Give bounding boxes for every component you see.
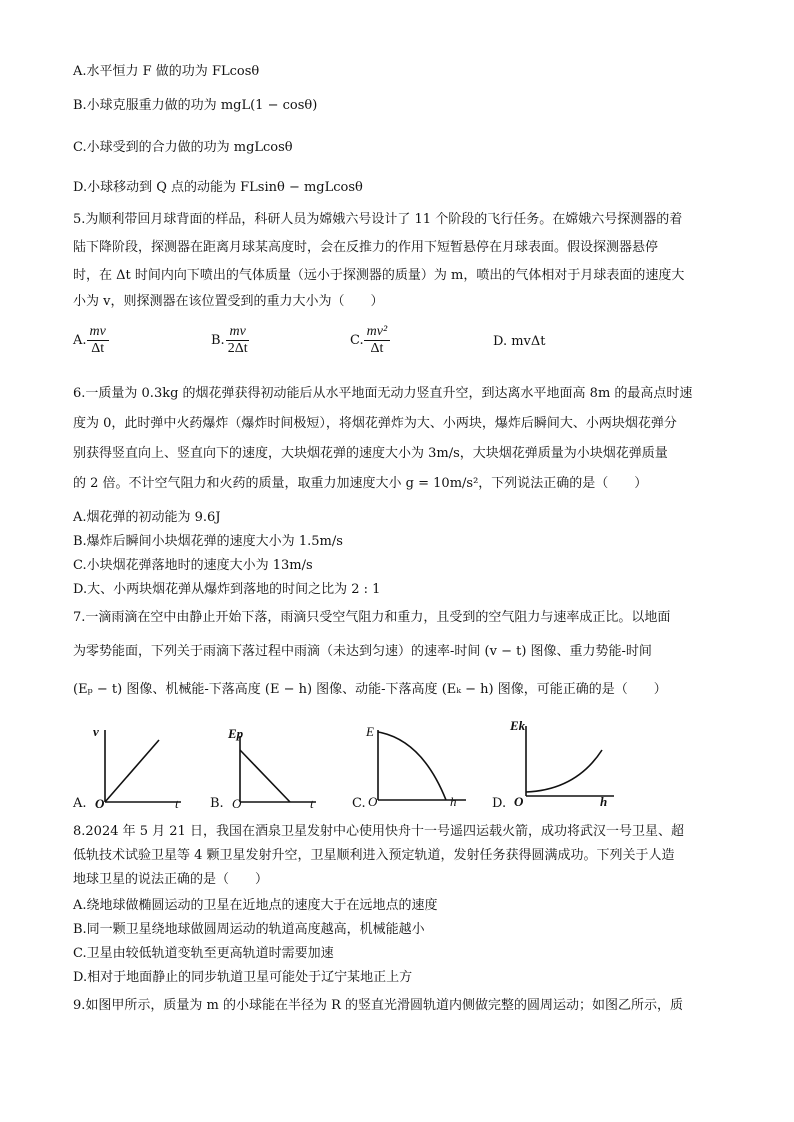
q8-option-a: A.绕地球做椭圆运动的卫星在近地点的速度大于在远地点的速度 xyxy=(73,898,438,913)
q5-option-a: A. $\frac{mv}{\Delta t}$ xyxy=(73,324,109,357)
q8-option-b: B.同一颗卫星绕地球做圆周运动的轨道高度越高，机械能越小 xyxy=(73,922,425,937)
q7-graph-c-curve xyxy=(378,732,446,800)
q5-option-b: B. $\frac{mv}{2\Delta t}$ xyxy=(211,324,248,356)
q5-text-line1: 5.为顺利带回月球背面的样品，科研人员为嫦娥六号设计了 11 个阶段的飞行任务。在嫦娥六号探测器的着 xyxy=(73,212,683,227)
q7-graph-d-ylabel: Ek xyxy=(510,718,526,733)
q6-text-line2: 度为 0，此时弹中火药爆炸（爆炸时间极短），将烟花弹炸为大、小两块，爆炸后瞬间大、小两块烟花弹分 xyxy=(73,416,677,431)
q7-graph-d-xlabel: h xyxy=(600,794,608,809)
q7-graph-a-ylabel: v xyxy=(93,724,99,739)
q4-option-a: A.水平恒力 F 做的功为 FLcosθ xyxy=(73,64,260,79)
q7-graph-d-letter: D. xyxy=(492,796,507,811)
q7-graph-a-xlabel: t xyxy=(175,796,179,811)
q8-text-line3: 地球卫星的说法正确的是（ ） xyxy=(73,872,269,887)
q7-graph-c-letter: C. xyxy=(352,796,366,811)
q7-graph-c-ylabel: E xyxy=(366,724,374,739)
q7-graph-b-letter: B. xyxy=(210,796,224,811)
q8-option-d: D.相对于地面静止的同步轨道卫星可能处于辽宁某地正上方 xyxy=(73,970,413,985)
q7-graph-b-ylabel: Ep xyxy=(228,726,244,741)
q7-graph-b xyxy=(210,722,330,814)
q8-option-c: C.卫星由较低轨道变轨至更高轨道时需要加速 xyxy=(73,946,334,961)
q8-text-line1: 8.2024 年 5 月 21 日，我国在酒泉卫星发射中心使用快舟十一号遥四运载火箭，成功将武汉一号卫星、超 xyxy=(73,824,684,839)
q5-option-c: C. $\frac{\text{mv²}}{\Delta t}$ xyxy=(350,324,390,357)
q4-option-b: B.小球克服重力做的功为 mgL(1 − cosθ) xyxy=(73,98,318,113)
q7-graph-d-curve xyxy=(526,750,602,792)
q7-graph-d-origin: O xyxy=(514,794,524,809)
q7-graph-c xyxy=(352,722,476,814)
q7-graph-c-xlabel: h xyxy=(450,794,457,809)
q4-option-d: D.小球移动到 Q 点的动能为 FLsinθ − mgLcosθ xyxy=(73,180,363,195)
q5-text-line2: 陆下降阶段，探测器在距离月球某高度时，会在反推力的作用下短暂悬停在月球表面。假设探测器悬停 xyxy=(73,240,659,255)
q6-option-d: D.大、小两块烟花弹从爆炸到落地的时间之比为 2 : 1 xyxy=(73,582,381,597)
q7-text-line3: (Eₚ − t) 图像、机械能-下落高度 (E − h) 图像、动能-下落高度 (Eₖ − h) 图像，可能正确的是（ ） xyxy=(73,682,667,697)
q4-option-c: C.小球受到的合力做的功为 mgLcosθ xyxy=(73,140,293,155)
q7-graph-a-curve xyxy=(105,740,159,802)
q5-text-line4: 小为 v，则探测器在该位置受到的重力大小为（ ） xyxy=(73,294,384,309)
q6-text-line3: 别获得竖直向上、竖直向下的速度，大块烟花弹的速度大小为 3m/s，大块烟花弹质量为小块烟花弹质量 xyxy=(73,446,668,461)
q7-graph-b-origin: O xyxy=(232,796,242,811)
q7-graph-b-curve xyxy=(240,750,290,802)
q7-graph-d xyxy=(492,716,622,814)
q7-graph-a xyxy=(73,722,193,814)
q7-graph-b-xlabel: t xyxy=(310,796,314,811)
q5-text-line3: 时，在 Δt 时间内向下喷出的气体质量（远小于探测器的质量）为 m，喷出的气体相对于月球表面的速度大 xyxy=(73,268,685,283)
q9-text-line1: 9.如图甲所示，质量为 m 的小球能在半径为 R 的竖直光滑圆轨道内侧做完整的圆周运动；如图乙所示，质 xyxy=(73,998,684,1013)
q6-text-line1: 6.一质量为 0.3kg 的烟花弹获得初动能后从水平地面无动力竖直升空，到达离水平地面高 8m 的最高点时速 xyxy=(73,386,693,401)
q5-options xyxy=(73,324,773,364)
q6-option-c: C.小块烟花弹落地时的速度大小为 13m/s xyxy=(73,558,313,573)
q7-graph-c-origin: O xyxy=(368,794,378,809)
q7-text-line2: 为零势能面，下列关于雨滴下落过程中雨滴（未达到匀速）的速率-时间 (v − t) 图像、重力势能-时间 xyxy=(73,644,652,659)
q6-text-line4: 的 2 倍。不计空气阻力和火药的质量，取重力加速度大小 g = 10m/s²，下列说法正确的是（ ） xyxy=(73,476,648,491)
q7-graph-a-letter: A. xyxy=(73,796,87,811)
q8-text-line2: 低轨技术试验卫星等 4 颗卫星发射升空，卫星顺利进入预定轨道，发射任务获得圆满成功。下列关于人造 xyxy=(73,848,675,863)
q7-text-line1: 7.一滴雨滴在空中由静止开始下落，雨滴只受空气阻力和重力，且受到的空气阻力与速率成正比。以地面 xyxy=(73,610,671,625)
q6-option-a: A.烟花弹的初动能为 9.6J xyxy=(73,510,221,525)
q6-option-b: B.爆炸后瞬间小块烟花弹的速度大小为 1.5m/s xyxy=(73,534,343,549)
q7-graph-a-origin: O xyxy=(95,796,105,811)
q5-option-d: D. mvΔt xyxy=(493,334,546,349)
